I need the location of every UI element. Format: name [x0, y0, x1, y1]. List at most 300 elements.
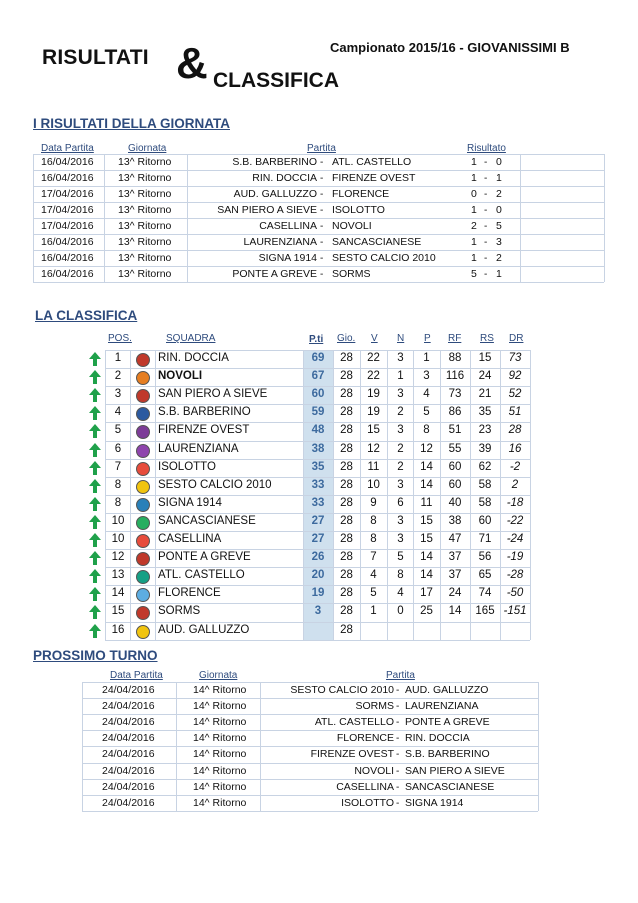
standing-played: 28: [340, 605, 353, 618]
standings-section-title: LA CLASSIFICA: [35, 308, 138, 323]
team-logo-icon: [136, 444, 150, 458]
next-round-row-rule: [82, 730, 538, 731]
result-away-goals: 2: [496, 188, 502, 200]
standing-drawn: 3: [397, 352, 404, 364]
standings-column-rule: [530, 350, 531, 640]
standing-won: 22: [367, 370, 380, 383]
standing-drawn: 6: [397, 496, 404, 509]
result-away-team: ATL. CASTELLO: [332, 156, 412, 168]
standing-team-name: FIRENZE OVEST: [158, 424, 250, 437]
fixture-away-team: SAN PIERO A SIEVE: [405, 764, 505, 777]
standing-goal-difference: 2: [511, 478, 519, 491]
standings-header-played: Gio.: [337, 333, 356, 344]
standing-played: 28: [340, 587, 353, 600]
standing-lost: 4: [423, 388, 430, 401]
fixture-round: 14^ Ritorno: [193, 796, 247, 809]
standing-goals-against: 23: [478, 424, 492, 437]
result-round: 13^ Ritorno: [118, 252, 172, 264]
arrow-stem-icon: [93, 486, 97, 493]
next-round-row-rule: [82, 795, 538, 796]
standing-goals-for: 86: [448, 406, 462, 419]
arrow-stem-icon: [93, 631, 97, 638]
standing-position: 1: [114, 352, 122, 364]
standing-points: 48: [311, 424, 325, 437]
fixture-round: 14^ Ritorno: [193, 700, 247, 713]
standing-team-name: PONTE A GREVE: [158, 551, 251, 564]
standings-row-rule: [105, 422, 530, 423]
standing-goal-difference: -19: [506, 551, 524, 564]
arrow-head-icon: [89, 406, 101, 413]
fixture-home-team: CASELLINA: [336, 780, 394, 793]
fixture-home-team: SESTO CALCIO 2010: [290, 684, 394, 696]
fixture-separator: -: [396, 797, 400, 809]
arrow-stem-icon: [93, 395, 97, 402]
fixture-away-team: LAURENZIANA: [405, 700, 479, 713]
result-date: 16/04/2016: [41, 156, 94, 168]
standing-goals-against: 165: [475, 605, 495, 618]
standings-header-lost: P: [424, 333, 431, 344]
standing-lost: 14: [420, 478, 433, 491]
result-separator: -: [320, 237, 324, 248]
standing-played: 28: [340, 569, 353, 582]
standing-points: 67: [311, 370, 325, 383]
standing-goal-difference: -28: [506, 569, 524, 582]
standing-goal-difference: 51: [508, 406, 522, 419]
team-logo-icon: [136, 425, 150, 439]
result-round: 13^ Ritorno: [118, 156, 172, 168]
standing-goal-difference: -151: [503, 605, 527, 618]
next-round-row-rule: [82, 698, 538, 699]
standing-goals-for: 116: [445, 370, 465, 383]
standings-header-drawn: N: [397, 333, 405, 344]
standing-position: 8: [114, 478, 122, 491]
result-score-separator: -: [484, 205, 488, 216]
arrow-stem-icon: [93, 594, 97, 601]
standings-row-rule: [105, 603, 530, 604]
standings-row-rule: [105, 495, 530, 496]
standing-team-name: SANCASCIANESE: [158, 514, 256, 527]
result-away-goals: 2: [496, 252, 502, 264]
result-home-team: AUD. GALLUZZO: [233, 188, 317, 200]
fixture-date: 24/04/2016: [102, 780, 155, 793]
fixture-away-team: PONTE A GREVE: [405, 716, 490, 729]
standing-goals-for: 47: [448, 533, 462, 545]
standing-position: 14: [111, 587, 125, 600]
results-row-rule: [33, 170, 604, 171]
standing-goals-for: 55: [448, 442, 462, 455]
fixture-separator: -: [396, 781, 400, 793]
fixture-separator: -: [396, 685, 400, 696]
result-home-team: PONTE A GREVE: [232, 268, 317, 280]
fixture-away-team: AUD. GALLUZZO: [405, 684, 489, 696]
title-ampersand: &: [176, 39, 208, 88]
standing-lost: 15: [420, 533, 433, 545]
results-row-rule: [33, 186, 604, 187]
standing-points: 38: [311, 442, 325, 455]
result-home-goals: 1: [471, 172, 477, 184]
standing-won: 8: [370, 514, 377, 527]
arrow-stem-icon: [93, 522, 97, 529]
result-home-goals: 2: [471, 220, 477, 232]
team-logo-icon: [136, 552, 150, 566]
standing-played: 28: [340, 623, 353, 636]
standing-position: 10: [111, 514, 125, 527]
result-home-goals: 1: [471, 236, 477, 248]
result-home-team: LAURENZIANA: [243, 236, 317, 248]
result-away-team: ISOLOTTO: [332, 204, 385, 216]
standings-row-rule: [105, 386, 530, 387]
result-away-team: SANCASCIANESE: [332, 236, 422, 248]
standing-drawn: 3: [397, 388, 404, 401]
standing-drawn: 3: [397, 533, 404, 545]
arrow-head-icon: [89, 370, 101, 377]
result-away-team: FLORENCE: [332, 188, 390, 200]
results-row-rule: [33, 282, 604, 283]
fixture-round: 14^ Ritorno: [193, 780, 247, 793]
standing-goals-for: 24: [448, 587, 462, 600]
standings-row-rule: [105, 640, 530, 641]
standings-row-rule: [105, 441, 530, 442]
standing-goal-difference: -50: [506, 587, 524, 600]
standing-goals-against: 74: [478, 587, 492, 600]
standing-lost: 25: [420, 605, 433, 618]
standing-drawn: 2: [397, 460, 404, 473]
fixture-date: 24/04/2016: [102, 748, 155, 761]
results-column-rule: [104, 154, 105, 282]
result-away-team: SESTO CALCIO 2010: [332, 252, 436, 264]
result-home-goals: 0: [471, 188, 477, 200]
standing-goals-for: 14: [448, 605, 462, 618]
result-away-goals: 0: [496, 204, 502, 216]
standing-won: 12: [367, 442, 380, 455]
standing-goal-difference: 28: [508, 424, 522, 437]
standing-won: 10: [367, 478, 380, 491]
standing-position: 3: [114, 388, 122, 401]
standings-row-rule: [105, 404, 530, 405]
standing-goals-against: 58: [478, 478, 492, 491]
standing-lost: 5: [423, 406, 430, 419]
standing-played: 28: [340, 424, 353, 437]
standing-played: 28: [340, 388, 353, 401]
standing-lost: 14: [420, 460, 433, 473]
results-header-date: Data Partita: [41, 143, 94, 154]
standings-row-rule: [105, 350, 530, 351]
standings-row-rule: [105, 622, 530, 623]
results-column-rule: [187, 154, 188, 282]
standing-team-name: SORMS: [158, 605, 201, 618]
results-header-round: Giornata: [128, 143, 167, 154]
standing-position: 15: [111, 605, 125, 618]
standing-drawn: 1: [397, 370, 404, 383]
standing-team-name: SIGNA 1914: [158, 496, 222, 509]
result-separator: -: [320, 205, 324, 216]
fixture-round: 14^ Ritorno: [193, 748, 247, 761]
next-round-row-rule: [82, 811, 538, 812]
results-column-rule: [520, 154, 521, 282]
standing-position: 6: [114, 442, 122, 455]
team-logo-icon: [136, 625, 150, 639]
result-away-goals: 1: [496, 268, 502, 280]
team-logo-icon: [136, 480, 150, 494]
result-round: 13^ Ritorno: [118, 172, 172, 184]
standing-goals-against: 62: [478, 460, 492, 473]
standing-lost: 12: [420, 442, 433, 455]
results-row-rule: [33, 234, 604, 235]
standing-played: 28: [340, 370, 353, 383]
result-separator: -: [320, 269, 324, 280]
standing-goal-difference: 73: [508, 352, 522, 364]
standing-drawn: 2: [397, 406, 404, 419]
arrow-head-icon: [89, 497, 101, 504]
standings-row-rule: [105, 531, 530, 532]
next-round-section-title: PROSSIMO TURNO: [33, 648, 158, 663]
standings-column-rule: [155, 350, 156, 640]
result-score-separator: -: [484, 173, 488, 184]
standing-goal-difference: 92: [508, 370, 522, 383]
standing-drawn: 2: [397, 442, 404, 455]
standing-drawn: 5: [397, 551, 404, 564]
result-date: 17/04/2016: [41, 220, 94, 232]
standing-points: 27: [311, 514, 325, 527]
standing-won: 4: [370, 569, 377, 582]
standing-won: 5: [370, 587, 377, 600]
standing-team-name: AUD. GALLUZZO: [158, 623, 250, 636]
team-logo-icon: [136, 498, 150, 512]
standing-played: 28: [340, 460, 353, 473]
result-date: 16/04/2016: [41, 268, 94, 280]
standing-lost: 14: [420, 551, 433, 564]
fixture-round: 14^ Ritorno: [193, 732, 247, 745]
standing-team-name: FLORENCE: [158, 587, 221, 600]
arrow-head-icon: [89, 515, 101, 522]
standing-drawn: 0: [397, 605, 404, 618]
result-score-separator: -: [484, 237, 488, 248]
fixture-away-team: SANCASCIANESE: [405, 780, 495, 793]
standing-goals-against: 56: [478, 551, 492, 564]
arrow-head-icon: [89, 569, 101, 576]
standing-points: 35: [311, 460, 325, 473]
standing-goals-against: 39: [478, 442, 492, 455]
results-column-rule: [604, 154, 605, 282]
result-home-goals: 5: [471, 268, 477, 280]
standing-goal-difference: -2: [509, 460, 521, 473]
standing-position: 13: [111, 569, 125, 582]
standing-goals-for: 60: [448, 478, 462, 491]
result-round: 13^ Ritorno: [118, 220, 172, 232]
next-round-column-rule: [538, 682, 539, 811]
standings-column-rule: [105, 350, 106, 640]
result-round: 13^ Ritorno: [118, 268, 172, 280]
standing-goals-for: 38: [448, 514, 462, 527]
standing-points: 69: [311, 352, 325, 364]
next-round-header-round: Giornata: [199, 670, 238, 681]
fixture-date: 24/04/2016: [102, 716, 155, 729]
standings-row-rule: [105, 477, 530, 478]
fixture-home-team: ISOLOTTO: [341, 796, 394, 809]
results-column-rule: [33, 154, 34, 282]
arrow-stem-icon: [93, 540, 97, 547]
standing-position: 16: [111, 623, 125, 636]
standings-header-points: P.ti: [309, 334, 324, 345]
standings-row-rule: [105, 549, 530, 550]
arrow-head-icon: [89, 388, 101, 395]
results-row-rule: [33, 218, 604, 219]
standing-goals-for: 60: [448, 460, 462, 473]
fixture-separator: -: [396, 749, 400, 761]
team-logo-icon: [136, 407, 150, 421]
result-score-separator: -: [484, 189, 488, 200]
standing-goals-against: 35: [478, 406, 492, 419]
arrow-stem-icon: [93, 413, 97, 420]
standing-goal-difference: -18: [506, 496, 524, 509]
standing-goals-for: 37: [448, 569, 462, 582]
standing-goals-against: 71: [478, 533, 492, 545]
standing-team-name: CASELLINA: [158, 533, 222, 545]
standing-goals-for: 40: [448, 496, 462, 509]
arrow-stem-icon: [93, 468, 97, 475]
standing-played: 28: [340, 514, 353, 527]
championship-title: Campionato 2015/16 - GIOVANISSIMI B: [330, 40, 570, 55]
next-round-column-rule: [82, 682, 83, 811]
arrow-stem-icon: [93, 612, 97, 619]
result-date: 16/04/2016: [41, 172, 94, 184]
result-away-goals: 1: [496, 172, 502, 184]
fixture-separator: -: [396, 717, 400, 729]
standing-points: 60: [311, 388, 325, 401]
result-round: 13^ Ritorno: [118, 188, 172, 200]
result-date: 17/04/2016: [41, 188, 94, 200]
arrow-head-icon: [89, 424, 101, 431]
standing-team-name: RIN. DOCCIA: [158, 352, 229, 364]
fixture-away-team: S.B. BARBERINO: [405, 748, 490, 761]
result-separator: -: [320, 253, 324, 264]
next-round-header-date: Data Partita: [110, 670, 163, 681]
arrow-head-icon: [89, 352, 101, 359]
standing-goals-for: 88: [448, 352, 462, 364]
fixture-home-team: NOVOLI: [354, 764, 394, 777]
team-logo-icon: [136, 588, 150, 602]
standing-goal-difference: -24: [506, 533, 524, 545]
standings-row-rule: [105, 567, 530, 568]
arrow-head-icon: [89, 479, 101, 486]
standings-header-goals-for: RF: [448, 333, 462, 344]
results-header-score: Risultato: [467, 143, 506, 154]
title-classifica: CLASSIFICA: [213, 69, 339, 92]
standing-goal-difference: -22: [506, 514, 524, 527]
results-section-title: I RISULTATI DELLA GIORNATA: [33, 116, 230, 131]
next-round-row-rule: [82, 714, 538, 715]
arrow-head-icon: [89, 533, 101, 540]
team-logo-icon: [136, 462, 150, 476]
result-away-team: FIRENZE OVEST: [332, 172, 416, 184]
arrow-stem-icon: [93, 558, 97, 565]
team-logo-icon: [136, 389, 150, 403]
fixture-date: 24/04/2016: [102, 796, 155, 809]
fixture-round: 14^ Ritorno: [193, 716, 247, 729]
standing-goals-against: 21: [478, 388, 492, 401]
result-score-separator: -: [484, 269, 488, 280]
standings-header-team: SQUADRA: [166, 333, 216, 344]
result-score-separator: -: [484, 253, 488, 264]
arrow-stem-icon: [93, 450, 97, 457]
fixture-separator: -: [396, 733, 400, 745]
standing-lost: 8: [423, 424, 430, 437]
standing-won: 8: [370, 533, 377, 545]
fixture-separator: -: [396, 701, 400, 713]
standing-won: 19: [367, 406, 380, 419]
standing-goals-against: 15: [478, 352, 492, 364]
standing-points: 20: [311, 569, 325, 582]
standing-team-name: SESTO CALCIO 2010: [158, 478, 272, 491]
standing-drawn: 3: [397, 424, 404, 437]
title-risultati: RISULTATI: [42, 46, 149, 69]
standing-lost: 1: [423, 352, 430, 364]
standings-header-goals-against: RS: [480, 333, 494, 344]
standing-played: 28: [340, 406, 353, 419]
arrow-stem-icon: [93, 431, 97, 438]
next-round-column-rule: [260, 682, 261, 811]
standing-points: 59: [311, 406, 325, 419]
fixture-away-team: RIN. DOCCIA: [405, 732, 470, 745]
result-home-team: SIGNA 1914: [258, 252, 317, 264]
standing-position: 4: [114, 406, 122, 419]
standing-won: 7: [370, 551, 377, 564]
standing-played: 28: [340, 352, 353, 364]
arrow-stem-icon: [93, 576, 97, 583]
standing-position: 12: [111, 551, 125, 564]
standing-lost: 14: [420, 569, 433, 582]
result-score-separator: -: [484, 157, 488, 168]
standing-position: 8: [114, 496, 122, 509]
result-home-goals: 1: [471, 204, 477, 216]
standing-position: 10: [111, 533, 125, 545]
result-away-goals: 3: [496, 236, 502, 248]
standing-drawn: 8: [397, 569, 404, 582]
result-away-goals: 0: [496, 156, 502, 168]
standing-points: 27: [311, 533, 325, 545]
standings-row-rule: [105, 459, 530, 460]
arrow-stem-icon: [93, 377, 97, 384]
standing-lost: 11: [420, 496, 433, 509]
standing-team-name: ATL. CASTELLO: [158, 569, 245, 582]
arrow-head-icon: [89, 605, 101, 612]
standing-team-name: ISOLOTTO: [158, 460, 216, 473]
standings-column-rule: [130, 350, 131, 640]
fixture-date: 24/04/2016: [102, 684, 155, 696]
standing-drawn: 3: [397, 478, 404, 491]
standing-goals-for: 51: [448, 424, 462, 437]
result-home-goals: 1: [471, 156, 477, 168]
standing-drawn: 4: [397, 587, 404, 600]
standings-header-won: V: [371, 333, 378, 344]
standing-goal-difference: 16: [508, 442, 522, 455]
standing-team-name: NOVOLI: [158, 370, 203, 383]
results-row-rule: [33, 250, 604, 251]
team-logo-icon: [136, 516, 150, 530]
result-score-separator: -: [484, 221, 488, 232]
result-round: 13^ Ritorno: [118, 236, 172, 248]
result-home-team: SAN PIERO A SIEVE: [217, 204, 317, 216]
team-logo-icon: [136, 353, 150, 367]
result-home-team: CASELLINA: [259, 220, 317, 232]
arrow-head-icon: [89, 587, 101, 594]
result-home-team: S.B. BARBERINO: [232, 156, 317, 168]
fixture-round: 14^ Ritorno: [193, 684, 247, 696]
fixture-date: 24/04/2016: [102, 764, 155, 777]
standing-won: 19: [367, 388, 380, 401]
arrow-head-icon: [89, 551, 101, 558]
result-separator: -: [320, 221, 324, 232]
